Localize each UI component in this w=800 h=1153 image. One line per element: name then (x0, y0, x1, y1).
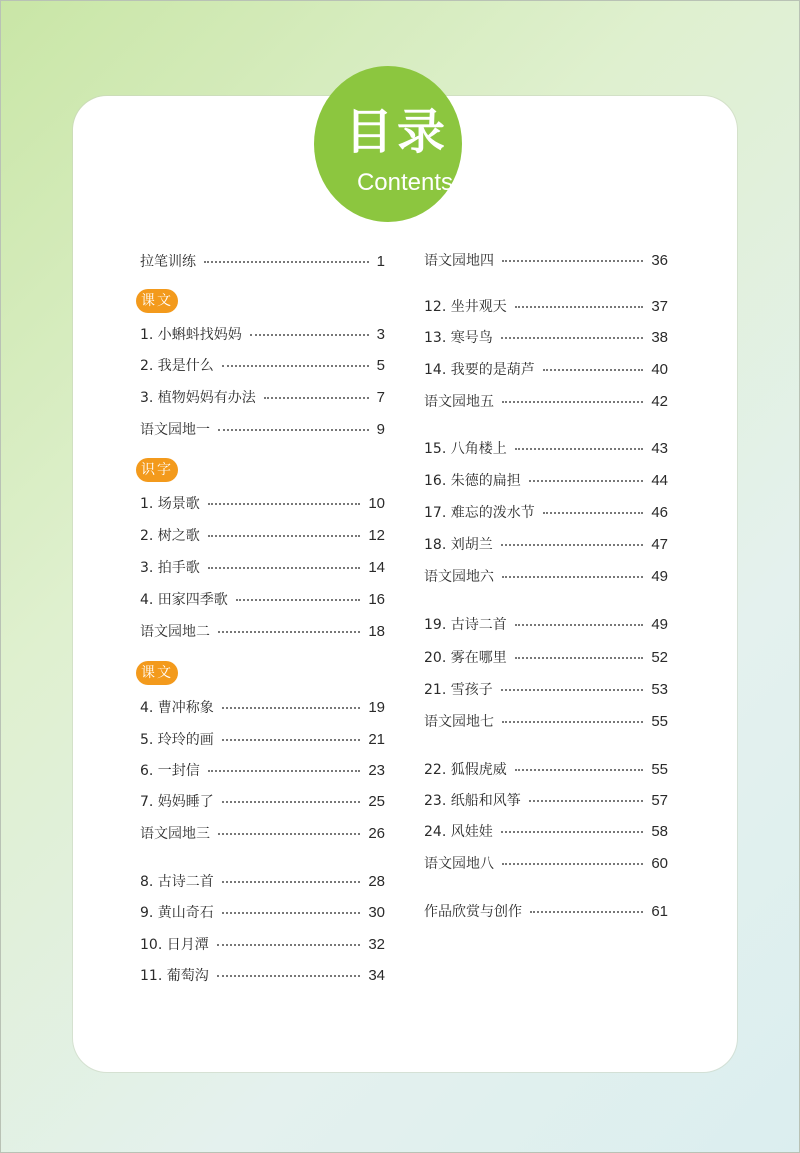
entry-title: 语文园地三 (140, 826, 210, 842)
dot-leader (218, 833, 360, 835)
page-number: 37 (651, 298, 668, 315)
entry-title: 语文园地七 (424, 714, 494, 730)
toc-entry-left (140, 557, 385, 579)
entry-title: 9. 黄山奇石 (140, 905, 214, 921)
page-number: 55 (651, 761, 668, 778)
dot-leader (208, 567, 361, 569)
toc-entry-right (424, 790, 668, 812)
entry-title: 23. 纸船和风筝 (424, 793, 521, 809)
entry-title: 语文园地四 (424, 253, 494, 269)
dot-leader (529, 800, 644, 802)
page-number: 60 (651, 855, 668, 872)
page-number: 1 (376, 253, 385, 270)
entry-title: 24. 风娃娃 (424, 824, 493, 840)
entry-title: 2. 我是什么 (140, 358, 214, 374)
toc-entry-right (424, 296, 668, 318)
entry-title: 2. 树之歌 (140, 528, 200, 544)
entry-title: 19. 古诗二首 (424, 617, 507, 633)
page-number: 23 (368, 762, 385, 779)
toc-entry-right (424, 853, 668, 875)
dot-leader (250, 334, 369, 336)
entry-title: 语文园地八 (424, 856, 494, 872)
entry-title: 11. 葡萄沟 (140, 968, 209, 984)
page-subtitle: Contents (356, 169, 454, 196)
page-number: 18 (368, 623, 385, 640)
toc-entry-left (140, 419, 385, 441)
toc-entry-left (140, 589, 385, 611)
dot-leader (529, 480, 644, 482)
dot-leader (222, 739, 361, 741)
entry-title: 10. 日月潭 (140, 937, 209, 953)
entry-title: 作品欣赏与创作 (424, 904, 522, 920)
dot-leader (217, 944, 361, 946)
dot-leader (218, 631, 360, 633)
section-badge-kewen-2: 课文 (136, 661, 178, 685)
toc-entry-right (424, 359, 668, 381)
page-number: 34 (368, 967, 385, 984)
toc-entry-right (424, 470, 668, 492)
toc-entry-left (140, 902, 385, 924)
page-number: 52 (651, 649, 668, 666)
entry-title: 16. 朱德的扁担 (424, 473, 521, 489)
page-number: 49 (651, 568, 668, 585)
toc-entry-left (140, 823, 385, 845)
page-number: 26 (368, 825, 385, 842)
section-badge-kewen-1: 课文 (136, 289, 178, 313)
toc-entry-left (140, 493, 385, 515)
dot-leader (222, 801, 361, 803)
page-number: 55 (651, 713, 668, 730)
entry-title: 语文园地六 (424, 569, 494, 585)
toc-entry-left (140, 791, 385, 813)
entry-title: 5. 玲玲的画 (140, 732, 214, 748)
entry-title: 3. 植物妈妈有办法 (140, 390, 256, 406)
dot-leader (502, 401, 643, 403)
page-number: 21 (368, 731, 385, 748)
entry-title: 4. 曹冲称象 (140, 700, 214, 716)
dot-leader (501, 689, 644, 691)
dot-leader (208, 770, 361, 772)
page-number: 7 (376, 389, 385, 406)
toc-entry-right (424, 327, 668, 349)
dot-leader (264, 397, 369, 399)
dot-leader (515, 624, 644, 626)
dot-leader (208, 503, 361, 505)
toc-entry-left (140, 324, 385, 346)
page-title: 目录 (344, 104, 449, 160)
dot-leader (515, 657, 644, 659)
page-number: 61 (651, 903, 668, 920)
toc-entry-right (424, 502, 668, 524)
toc-entry-left (140, 697, 385, 719)
dot-leader (530, 911, 643, 913)
page-number: 25 (368, 793, 385, 810)
entry-title: 22. 狐假虎威 (424, 762, 507, 778)
page-number: 58 (651, 823, 668, 840)
entry-title: 14. 我要的是葫芦 (424, 362, 535, 378)
entry-title: 3. 拍手歌 (140, 560, 200, 576)
entry-title: 1. 场景歌 (140, 496, 200, 512)
toc-entry-right (424, 250, 668, 272)
page-number: 14 (368, 559, 385, 576)
dot-leader (222, 912, 361, 914)
entry-title: 语文园地二 (140, 624, 210, 640)
entry-title: 4. 田家四季歌 (140, 592, 228, 608)
page-number: 42 (651, 393, 668, 410)
page-number: 44 (651, 472, 668, 489)
entry-title: 13. 寒号鸟 (424, 330, 493, 346)
page-number: 53 (651, 681, 668, 698)
dot-leader (502, 260, 643, 262)
dot-leader (515, 769, 644, 771)
page-number: 46 (651, 504, 668, 521)
toc-entry-right (424, 391, 668, 413)
page-number: 38 (651, 329, 668, 346)
toc-entry-right (424, 614, 668, 636)
dot-leader (222, 881, 361, 883)
toc-entry-left (140, 355, 385, 377)
toc-entry-right (424, 534, 668, 556)
page-number: 30 (368, 904, 385, 921)
page-number: 36 (651, 252, 668, 269)
toc-entry-right (424, 821, 668, 843)
toc-entry-left (140, 965, 385, 987)
page-number: 32 (368, 936, 385, 953)
dot-leader (501, 831, 644, 833)
entry-title: 18. 刘胡兰 (424, 537, 493, 553)
toc-entry-left (140, 621, 385, 643)
toc-entry-right (424, 759, 668, 781)
toc-entry-right (424, 711, 668, 733)
entry-title: 8. 古诗二首 (140, 874, 214, 890)
dot-leader (236, 599, 361, 601)
toc-entry-left (140, 934, 385, 956)
page-number: 49 (651, 616, 668, 633)
entry-title: 21. 雪孩子 (424, 682, 493, 698)
dot-leader (501, 544, 644, 546)
dot-leader (515, 306, 644, 308)
entry-title: 语文园地一 (140, 422, 210, 438)
dot-leader (218, 429, 369, 431)
page-number: 3 (376, 326, 385, 343)
toc-entry-right (424, 438, 668, 460)
page-number: 9 (376, 421, 385, 438)
page-number: 43 (651, 440, 668, 457)
dot-leader (204, 261, 369, 263)
page-number: 28 (368, 873, 385, 890)
page-number: 57 (651, 792, 668, 809)
toc-entry-left (140, 760, 385, 782)
page-number: 10 (368, 495, 385, 512)
dot-leader (208, 535, 361, 537)
entry-title: 17. 难忘的泼水节 (424, 505, 535, 521)
section-badge-shizi: 识字 (136, 458, 178, 482)
toc-entry-left (140, 525, 385, 547)
dot-leader (502, 863, 643, 865)
dot-leader (543, 512, 644, 514)
entry-title: 6. 一封信 (140, 763, 200, 779)
dot-leader (222, 365, 369, 367)
page-number: 19 (368, 699, 385, 716)
entry-title: 12. 坐井观天 (424, 299, 507, 315)
dot-leader (217, 975, 361, 977)
entry-title: 1. 小蝌蚪找妈妈 (140, 327, 242, 343)
toc-entry-left (140, 251, 385, 273)
toc-entry-left (140, 387, 385, 409)
toc-entry-left (140, 729, 385, 751)
toc-entry-right (424, 647, 668, 669)
dot-leader (502, 721, 643, 723)
entry-title: 7. 妈妈睡了 (140, 794, 214, 810)
page-number: 5 (376, 357, 385, 374)
page-number: 40 (651, 361, 668, 378)
entry-title: 15. 八角楼上 (424, 441, 507, 457)
dot-leader (543, 369, 644, 371)
toc-entry-right (424, 679, 668, 701)
entry-title: 20. 雾在哪里 (424, 650, 507, 666)
dot-leader (515, 448, 644, 450)
dot-leader (501, 337, 644, 339)
dot-leader (222, 707, 361, 709)
toc-entry-right (424, 901, 668, 923)
entry-title: 拉笔训练 (140, 254, 196, 270)
dot-leader (502, 576, 643, 578)
page-number: 12 (368, 527, 385, 544)
toc-entry-right (424, 566, 668, 588)
page-number: 47 (651, 536, 668, 553)
page-number: 16 (368, 591, 385, 608)
toc-entry-left (140, 871, 385, 893)
entry-title: 语文园地五 (424, 394, 494, 410)
